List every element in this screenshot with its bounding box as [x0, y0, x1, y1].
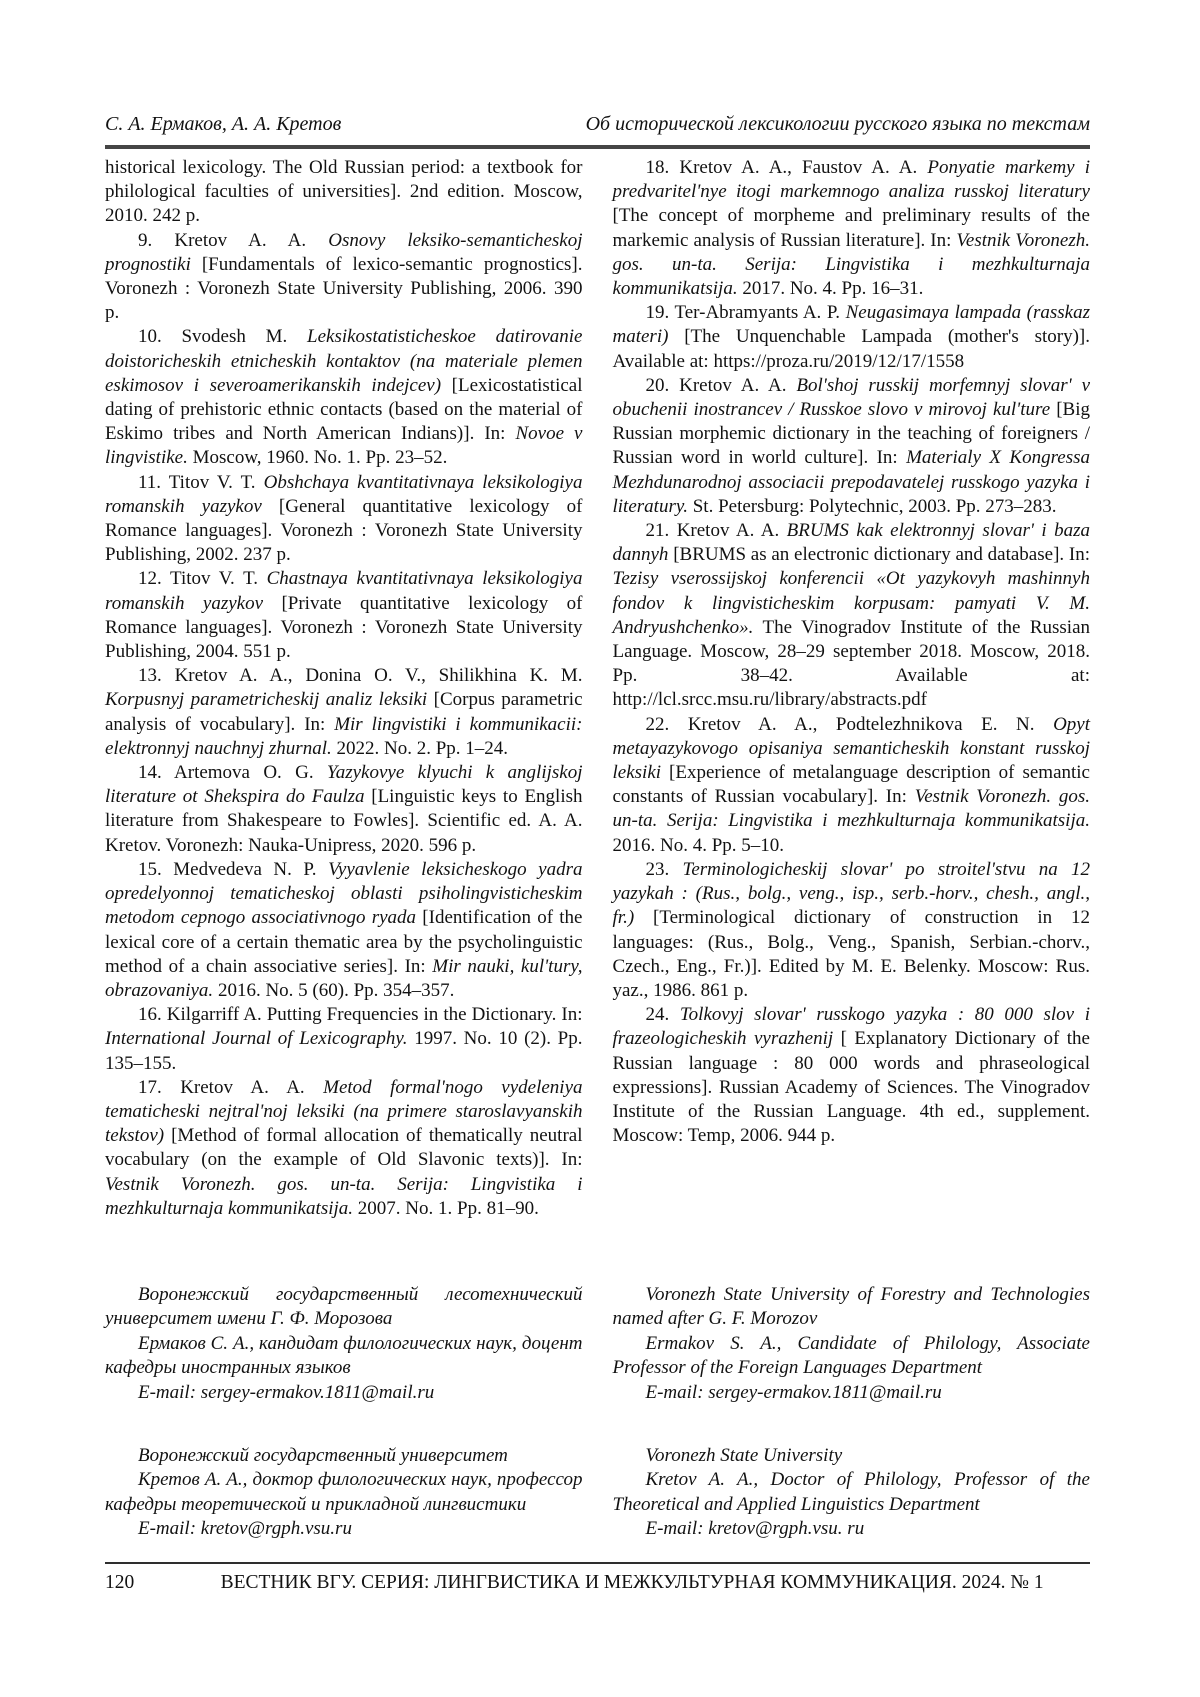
reference-text: [Private quantitative lexicology of Romance languages]. Voronezh : Voronezh State University Publishing, 2004. 551 p.: [105, 592, 583, 663]
reference-paragraph: [105, 1076, 583, 1221]
reference-italic-text: Metod formal'nogo vydeleniya tematicheski nejtral'noj leksiki (na primere staroslavyanskih tekstov): [105, 1076, 583, 1147]
reference-italic-text: Vestnik Voronezh. gos. un-ta. Serija: Lingvistika i mezhkulturnaja kommunikatsija.: [612, 786, 1090, 832]
reference-italic-text: Mir nauki, kul'tury, obrazovaniya.: [105, 955, 583, 1001]
reference-text: [ Explanatory Dictionary of the Russian language : 80 000 words and phraseological expressions]. Russian Academy of Sciences. The Vinogradov Institute of the Russian Language. 4th ed., supplement. Moscow: Temp, 2006. 944 p.: [612, 1028, 1090, 1147]
reference-text: 9. Kretov A. A.: [138, 229, 329, 251]
affiliation-paragraph: Ермаков С. А., кандидат филологических наук, доцент кафедры иностранных языков: [105, 1332, 583, 1379]
reference-text: 23.: [645, 858, 683, 880]
reference-text: 21. Kretov A. A.: [645, 520, 787, 542]
reference-paragraph: [105, 567, 583, 664]
affiliation-paragraph: E-mail: sergey-ermakov.1811@mail.ru: [138, 1381, 435, 1403]
reference-paragraph: [613, 156, 1091, 301]
affiliation-paragraph: Kretov A. A., Doctor of Philology, Professor of the Theoretical and Applied Linguistics Department: [612, 1469, 1090, 1515]
affiliation-paragraph: Ermakov S. A., Candidate of Philology, Associate Professor of the Foreign Languages Department: [612, 1332, 1090, 1379]
reference-text: 10. Svodesh M.: [138, 326, 308, 348]
reference-italic-text: BRUMS kak elektronnyj slovar' i baza dannyh: [612, 520, 1090, 566]
reference-text: [BRUMS as an electronic dictionary and database]. In:: [668, 544, 1090, 566]
reference-text: [Terminological dictionary of construction in 12 languages: (Rus., Bolg., Veng., Spanish, Serbian.-chorv., Czech., Eng., Fr.)]. Edited by M. E. Belenky. Moscow: Rus. yaz., 1986. 861 p.: [612, 907, 1090, 1001]
reference-paragraph: [613, 713, 1091, 858]
running-head-authors: С. А. Ермаков, А. А. Кретов: [105, 113, 342, 135]
reference-text: [Linguistic keys to English literature from Shakespeare to Fowles]. Scientific ed. A. A. Kretov. Voronezh: Nauka-Unipress, 2020. 596 p.: [105, 786, 583, 856]
reference-text: St. Petersburg: Polytechnic, 2003. Pp. 273–283.: [687, 495, 1057, 517]
reference-text: [Fundamentals of lexico-semantic prognostics]. Voronezh : Voronezh State University Publishing, 2006. 390 p.: [105, 253, 583, 324]
reference-text: [The Unquenchable Lampada (mother's story)]. Available at: https://proza.ru/2019/12/17/1558: [612, 326, 1090, 372]
reference-text: [Identification of the lexical core of a certain thematic area by the psycholinguistic method of a chain associative series]. In:: [105, 907, 583, 977]
references-right-column: [613, 156, 1091, 1221]
reference-text: [Big Russian morphemic dictionary in the teaching of foreigners / Russian word in world culture]. In:: [612, 399, 1090, 469]
page-content: [105, 112, 1090, 1542]
reference-italic-text: Opyt metayazykovogo opisaniya semanticheskih konstant russkoj leksiki: [612, 713, 1090, 784]
reference-italic-text: Vestnik Voronezh. gos. un-ta. Serija: Lingvistika i mezhkulturnaja kommunikatsija.: [105, 1173, 583, 1219]
reference-italic-text: Tolkovyj slovar' russkogo yazyka : 80 000 slov i frazeologicheskih vyrazhenij: [612, 1004, 1090, 1050]
running-head-title: Об исторической лексикологии русского языка по текстам: [585, 113, 1090, 135]
reference-paragraph: [105, 1003, 583, 1076]
affiliation-block: [105, 1444, 583, 1542]
affiliation-paragraph: Воронежский государственный университет: [138, 1444, 508, 1466]
reference-italic-text: Obshchaya kvantitativnaya leksikologiya romanskih yazykov: [105, 471, 583, 517]
reference-text: 2007. No. 1. Pp. 81–90.: [353, 1197, 539, 1219]
running-head: [105, 112, 1090, 136]
references-left-column: [105, 156, 583, 1221]
reference-text: 24.: [645, 1004, 680, 1026]
reference-paragraph: [105, 761, 583, 858]
reference-text: 22. Kretov A. A., Podtelezhnikova E. N.: [645, 713, 1054, 735]
reference-italic-text: Neugasimaya lampada (rasskaz materi): [612, 302, 1090, 348]
reference-text: 13. Kretov A. A., Donina O. V., Shilikhina K. M.: [138, 665, 583, 687]
reference-text: 20. Kretov A. A.: [645, 374, 797, 396]
reference-italic-text: Leksikostatisticheskoe datirovanie doistoricheskih etnicheskih kontaktov (na materiale plemen eskimosov i severoamerikanskih indejcev): [105, 326, 583, 396]
reference-italic-text: Materialy X Kongressa Mezhdunarodnoj associacii prepodavatelej russkogo yazyka i literatury.: [612, 447, 1090, 517]
reference-italic-text: Osnovy leksiko-semanticheskoj prognostiki: [105, 229, 583, 275]
reference-paragraph: [613, 519, 1091, 713]
reference-text: 19. Ter-Abramyants A. P.: [645, 302, 846, 324]
reference-text: 2022. No. 2. Pp. 1–24.: [331, 737, 509, 759]
affiliation-paragraph: Voronezh State University of Forestry and Technologies named after G. F. Morozov: [612, 1283, 1090, 1330]
reference-paragraph: [613, 301, 1091, 374]
affiliation-block: [613, 1283, 1091, 1405]
reference-italic-text: Bol'shoj russkij morfemnyj slovar' v obuchenii inostrancev / Russkoe slovo v mirovoj kul'ture: [612, 374, 1090, 421]
reference-italic-text: Ponyatie markemy i predvaritel'nye itogi markemnogo analiza russkoj literatury: [612, 157, 1090, 203]
reference-text: 17. Kretov A. A.: [138, 1076, 324, 1098]
affiliation-paragraph: Воронежский государственный лесотехнический университет имени Г. Ф. Морозова: [105, 1283, 583, 1330]
journal-title-line: ВЕСТНИК ВГУ. СЕРИЯ: ЛИНГВИСТИКА И МЕЖКУЛЬТУРНАЯ КОММУНИКАЦИЯ. 2024. № 1: [220, 1572, 1044, 1593]
reference-text: 16. Kilgarriff A. Putting Frequencies in the Dictionary. In:: [138, 1004, 583, 1026]
reference-italic-text: Vyyavlenie leksicheskogo yadra opredelyonnoj tematicheskoj oblasti psiholingvisticheskim metodom cepnogo associativnogo ryada: [105, 858, 583, 929]
reference-italic-text: Vestnik Voronezh. gos. un-ta. Serija: Lingvistika i mezhkulturnaja kommunikatsija.: [612, 229, 1090, 300]
reference-italic-text: Yazykovye klyuchi k anglijskoj literature ot Shekspira do Faulza: [105, 762, 583, 808]
affiliation-paragraph: E-mail: kretov@rgph.vsu.ru: [138, 1518, 352, 1540]
reference-text: [The concept of morpheme and preliminary results of the markemic analysis of Russian literature]. In:: [612, 205, 1090, 251]
reference-paragraph: [613, 1003, 1091, 1148]
affiliations-left-column: [105, 1283, 583, 1542]
reference-paragraph: [613, 858, 1091, 1003]
reference-text: 12. Titov V. T.: [138, 568, 267, 590]
affiliation-paragraph: E-mail: sergey-ermakov.1811@mail.ru: [645, 1381, 942, 1403]
reference-italic-text: International Journal of Lexicography.: [105, 1028, 408, 1050]
affiliation-paragraph: Кретов А. А., доктор филологических наук, профессор кафедры теоретической и прикладной лингвистики: [105, 1469, 583, 1515]
footer-row: [105, 1571, 1090, 1595]
reference-text: [Lexicostatistical dating of prehistoric ethnic contacts (based on the material of Eskimo tribes and North American Indians)]. In:: [105, 374, 583, 445]
reference-paragraph: [105, 664, 583, 761]
reference-paragraph: [105, 156, 583, 229]
reference-paragraph: [613, 374, 1091, 519]
reference-text: [General quantitative lexicology of Romance languages]. Voronezh : Voronezh State University Publishing, 2002. 237 p.: [105, 495, 583, 566]
reference-text: 1997. No. 10 (2). Pp. 135–155.: [105, 1028, 583, 1074]
reference-text: 14. Artemova O. G.: [138, 762, 327, 784]
reference-italic-text: Novoe v lingvistike.: [105, 423, 583, 469]
reference-text: 15. Medvedeva N. P.: [138, 858, 329, 880]
affiliations-columns: [105, 1283, 1090, 1542]
reference-text: 2016. No. 5 (60). Pp. 354–357.: [213, 979, 455, 1001]
reference-text: 18. Kretov A. A., Faustov A. A.: [645, 157, 928, 178]
affiliation-paragraph: Voronezh State University: [645, 1444, 843, 1466]
reference-text: 2017. No. 4. Pp. 16–31.: [737, 278, 924, 300]
page-footer: [105, 1562, 1090, 1595]
reference-italic-text: Korpusnyj parametricheskij analiz leksiki: [105, 689, 428, 711]
reference-text: Moscow, 1960. No. 1. Pp. 23–52.: [187, 447, 448, 469]
reference-text: [Method of formal allocation of thematically neutral vocabulary (on the example of Old Slavonic texts)]. In:: [105, 1125, 583, 1171]
reference-text: [Corpus parametric analysis of vocabulary]. In:: [105, 689, 583, 735]
reference-italic-text: Chastnaya kvantitativnaya leksikologiya romanskih yazykov: [105, 568, 583, 614]
reference-text: [Experience of metalanguage description of semantic constants of Russian vocabulary]. In:: [612, 762, 1090, 808]
page-number: 120: [105, 1572, 135, 1593]
reference-text: 2016. No. 4. Pp. 5–10.: [612, 834, 785, 856]
reference-italic-text: Tezisy vserossijskoj konferencii «Ot yazykovyh mashinnyh fondov k lingvisticheskim korpusam: pamyati V. M. Andryushchenko».: [612, 568, 1090, 638]
reference-italic-text: Mir lingvistiki i kommunikacii: elektronnyj nauchnyj zhurnal.: [105, 713, 583, 759]
reference-paragraph: [105, 325, 583, 470]
affiliation-block: [105, 1283, 583, 1405]
reference-text: The Vinogradov Institute of the Russian Language. Moscow, 28–29 september 2018. Moscow, 2018. Pp. 38–42. Available at: http://lcl.srcc.msu.ru/library/abstracts.pdf: [612, 616, 1090, 711]
references-columns: [105, 156, 1090, 1221]
reference-paragraph: [105, 471, 583, 568]
reference-paragraph: [105, 229, 583, 326]
affiliation-block: [613, 1444, 1091, 1542]
footer-rule: [105, 1562, 1090, 1564]
reference-text: 11. Titov V. T.: [138, 471, 264, 493]
header-rule: [105, 145, 1090, 149]
affiliations-right-column: [613, 1283, 1091, 1542]
reference-paragraph: [105, 858, 583, 1003]
affiliation-paragraph: E-mail: kretov@rgph.vsu. ru: [645, 1518, 865, 1540]
reference-text: historical lexicology. The Old Russian period: a textbook for philological faculties of universities]. 2nd edition. Moscow, 2010. 242 p.: [105, 157, 583, 227]
reference-italic-text: Terminologicheskij slovar' po stroitel'stvu na 12 yazykah : (Rus., bolg., veng., isp., serb.-horv., chesh., angl., fr.): [612, 858, 1091, 929]
